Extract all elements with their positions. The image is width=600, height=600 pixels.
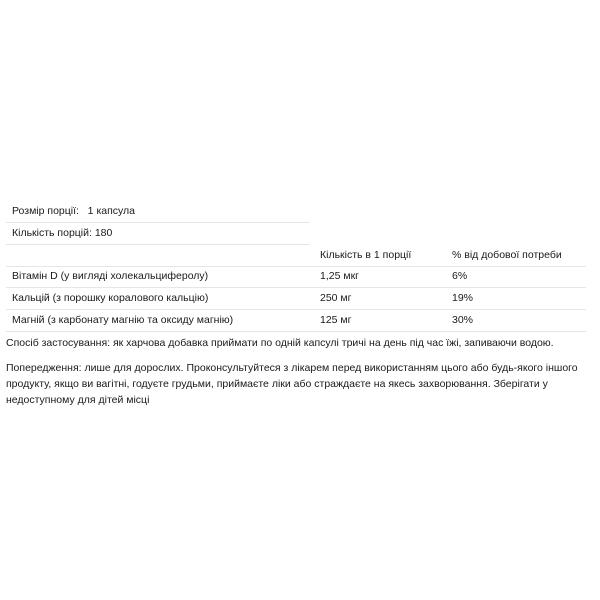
table-row: [6, 288, 586, 310]
servings-count-row: [6, 223, 310, 245]
nutrient-daily-value: 19%: [452, 292, 474, 304]
warning-text: Попередження: лише для дорослих. Проконсультуйтеся з лікарем перед використанням цього або будь-якого іншого продукту, якщо ви вагітні, годуєте грудьми, приймаєте ліки або страждаєте на якесь захворювання. Зберігати у недоступному для дітей місці: [6, 362, 578, 406]
serving-size-text: Розмір порції: 1 капсула: [12, 205, 136, 217]
nutrient-daily-value: 30%: [452, 314, 474, 326]
header-amount: Кількість в 1 порції: [320, 249, 412, 261]
nutrient-name: Вітамін D (у вигляді холекальциферолу): [12, 270, 209, 282]
nutrient-amount: 1,25 мкг: [320, 270, 359, 282]
table-header-row: [6, 245, 586, 267]
nutrient-amount: 125 мг: [320, 314, 352, 326]
serving-size-row: [6, 201, 310, 223]
servings-count-text: Кількість порцій: 180: [12, 227, 113, 239]
nutrient-name: Магній (з карбонату магнію та оксиду магнію): [12, 314, 234, 326]
table-row: [6, 266, 586, 288]
usage-instructions: Спосіб застосування: як харчова добавка приймати по одній капсулі тричі на день під час їжі, запиваючи водою.: [6, 337, 554, 349]
table-row: [6, 310, 586, 332]
header-daily-value: % від добової потреби: [452, 249, 562, 261]
nutrient-amount: 250 мг: [320, 292, 352, 304]
nutrient-daily-value: 6%: [452, 270, 468, 282]
nutrient-name: Кальцій (з порошку коралового кальцію): [12, 292, 209, 304]
